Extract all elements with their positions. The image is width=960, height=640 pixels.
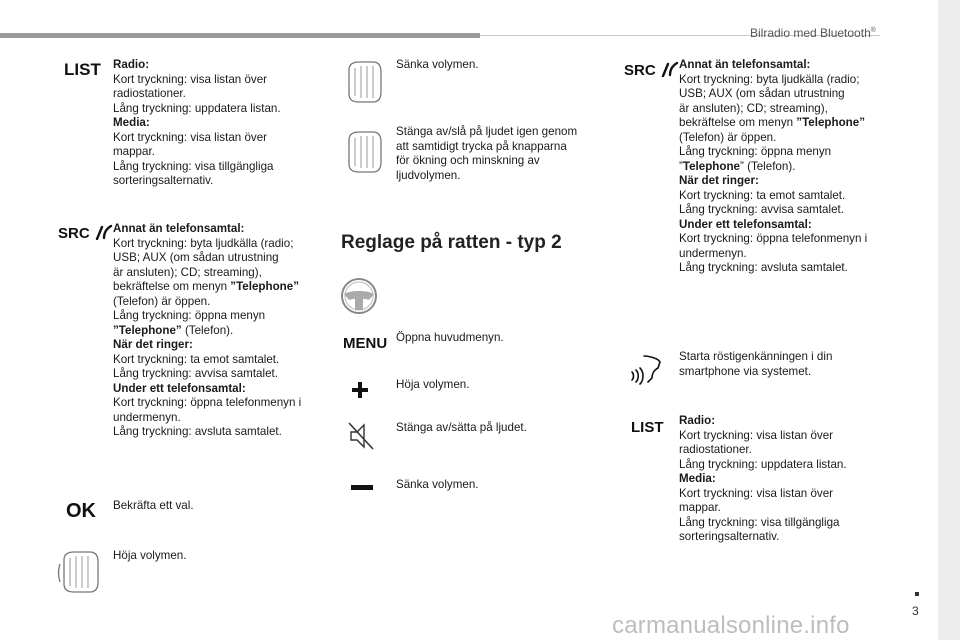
src-phone-button-icon — [58, 224, 114, 243]
text-line: Kort tryckning: öppna telefonmenyn i — [113, 396, 302, 409]
steering-wheel-icon — [339, 276, 379, 316]
text-line: Kort tryckning: ta emot samtalet. — [679, 188, 846, 202]
text-fragment: ” — [679, 159, 683, 173]
list-button-icon-2: LIST — [631, 419, 664, 436]
text-line: smartphone via systemet. — [679, 364, 812, 378]
minus-icon — [351, 484, 373, 492]
page-edge-bar — [938, 0, 960, 640]
list-description — [113, 58, 281, 189]
media-heading: Media: — [113, 116, 150, 129]
text-line: är ansluten); CD; streaming), — [679, 101, 828, 115]
text-fragment: bekräftelse om menyn — [679, 116, 797, 129]
telephone-term: ”Telephone” — [230, 280, 299, 293]
text-line: Kort tryckning: byta ljudkälla (radio; — [679, 72, 860, 86]
text-line: är ansluten); CD; streaming), — [113, 265, 262, 279]
text-line: Lång tryckning: avvisa samtalet. — [679, 203, 844, 216]
src-label: SRC — [58, 225, 90, 242]
heading-not-call: Annat än telefonsamtal: — [113, 222, 245, 235]
volume-wheel-mute-icon — [343, 130, 385, 174]
mute-description: Stänga av/sätta på ljudet. — [396, 421, 527, 434]
media-heading: Media: — [679, 472, 716, 485]
src-description — [113, 222, 301, 440]
text-line: Kort tryckning: öppna telefonmenyn i — [679, 232, 868, 245]
page-marker — [915, 592, 919, 596]
text-line: mappar. — [679, 501, 721, 514]
volume-up-description: Höja volymen. — [113, 549, 187, 562]
text-line: ljudvolymen. — [396, 168, 461, 182]
text-line: Lång tryckning: uppdatera listan. — [679, 457, 847, 471]
page-title-text: Bilradio med Bluetooth — [750, 26, 871, 40]
text-line: Kort tryckning: visa listan över — [113, 130, 267, 144]
text-fragment: (Telefon). — [181, 323, 234, 337]
text-line: USB; AUX (om sådan utrustning — [113, 251, 279, 264]
header-bar — [0, 33, 480, 38]
telephone-term: ”Telephone” — [796, 116, 865, 129]
src-description-2 — [679, 58, 867, 276]
phone-slash-icon — [94, 224, 114, 240]
telephone-term: ”Telephone” — [113, 323, 182, 337]
text-line: Lång tryckning: avvisa samtalet. — [113, 367, 278, 380]
text-line: (Telefon) är öppen. — [113, 294, 211, 308]
radio-heading: Radio: — [113, 58, 150, 71]
src-phone-button-icon-2 — [624, 61, 680, 80]
src-label: SRC — [624, 62, 656, 79]
text-line: Lång tryckning: uppdatera listan. — [113, 101, 281, 115]
text-line: radiostationer. — [679, 443, 752, 456]
text-fragment: bekräftelse om menyn — [113, 280, 231, 293]
ok-description: Bekräfta ett val. — [113, 499, 194, 512]
heading-during-call: Under ett telefonsamtal: — [679, 217, 812, 231]
heading-ringing: När det ringer: — [113, 338, 193, 351]
list-description-2 — [679, 414, 847, 545]
text-line: (Telefon) är öppen. — [679, 130, 777, 144]
text-line — [679, 160, 867, 175]
mute-combo-description — [396, 125, 577, 183]
text-line: Lång tryckning: visa tillgängliga — [679, 515, 840, 529]
text-line: Stänga av/slå på ljudet igen genom — [396, 125, 578, 138]
text-line: Lång tryckning: avsluta samtalet. — [113, 425, 282, 438]
text-line: Kort tryckning: byta ljudkälla (radio; — [113, 236, 294, 250]
text-line — [113, 280, 301, 295]
phone-slash-icon — [660, 61, 680, 77]
text-line: Starta röstigenkänningen i din — [679, 350, 833, 363]
section-title: Reglage på ratten - typ 2 — [341, 232, 562, 253]
heading-during-call: Under ett telefonsamtal: — [113, 381, 246, 395]
voice-recognition-icon — [628, 352, 664, 388]
text-line: USB; AUX (om sådan utrustning — [679, 87, 845, 100]
plus-icon — [350, 380, 370, 400]
minus-description: Sänka volymen. — [396, 478, 479, 491]
text-line: att samtidigt trycka på knapparna — [396, 139, 567, 153]
voice-description — [679, 350, 832, 379]
text-line: sorteringsalternativ. — [113, 174, 214, 187]
heading-not-call: Annat än telefonsamtal: — [679, 58, 811, 71]
text-line: undermenyn. — [679, 246, 747, 260]
mute-speaker-icon — [346, 420, 376, 452]
watermark: carmanualsonline.info — [612, 612, 850, 639]
ok-button-icon: OK — [66, 500, 96, 522]
volume-wheel-down-icon — [343, 60, 385, 104]
plus-description: Höja volymen. — [396, 378, 470, 391]
text-line: undermenyn. — [113, 410, 181, 424]
text-line — [113, 324, 301, 339]
list-button-icon: LIST — [64, 60, 101, 79]
radio-heading: Radio: — [679, 414, 716, 427]
text-line: radiostationer. — [113, 87, 186, 100]
text-fragment: ” (Telefon). — [740, 159, 796, 173]
text-line: sorteringsalternativ. — [679, 530, 780, 543]
registered-mark: ® — [870, 27, 876, 34]
text-line: Kort tryckning: ta emot samtalet. — [113, 352, 280, 366]
text-line: Kort tryckning: visa listan över — [113, 72, 267, 86]
telephone-term: Telephone — [682, 159, 740, 173]
text-line: Lång tryckning: öppna menyn — [679, 145, 832, 158]
text-line: Lång tryckning: öppna menyn — [113, 309, 266, 322]
text-line: Kort tryckning: visa listan över — [679, 428, 833, 442]
menu-description: Öppna huvudmenyn. — [396, 331, 504, 344]
text-line: Kort tryckning: visa listan över — [679, 486, 833, 500]
text-line: mappar. — [113, 145, 155, 158]
text-line: Lång tryckning: avsluta samtalet. — [679, 261, 848, 274]
page-title — [750, 26, 876, 40]
text-line: Lång tryckning: visa tillgängliga — [113, 159, 274, 173]
heading-ringing: När det ringer: — [679, 174, 759, 187]
volume-wheel-icon — [56, 550, 102, 594]
page-number: 3 — [912, 604, 919, 618]
text-line: för ökning och minskning av — [396, 154, 540, 167]
menu-button-icon: MENU — [343, 335, 388, 352]
text-line — [679, 116, 867, 131]
volume-down-description: Sänka volymen. — [396, 58, 479, 71]
